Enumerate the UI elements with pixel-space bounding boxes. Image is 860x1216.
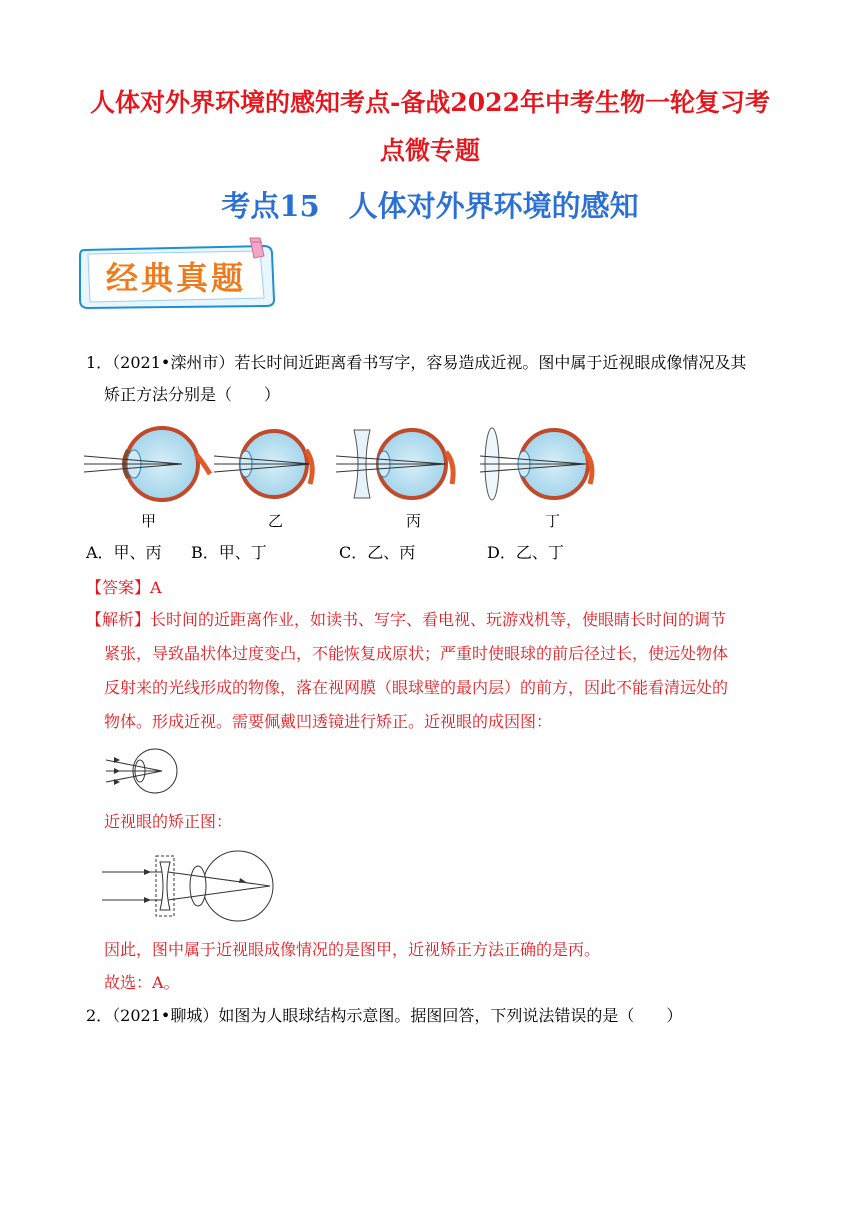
badge-text: 经典真题 <box>106 259 247 297</box>
eye-yi <box>214 431 312 497</box>
choice: 故选：A。 <box>104 973 180 992</box>
option-d: D．乙、丁 <box>487 543 564 562</box>
main-title-line1: 人体对外界环境的感知考点-备战2022年中考生物一轮复习考 <box>90 88 770 117</box>
answer-value: A <box>150 578 162 597</box>
eye-ding <box>480 428 592 500</box>
label-jia: 甲 <box>141 512 157 530</box>
main-title-line2: 点微专题 <box>379 136 480 165</box>
myopia-cause-diagram <box>100 746 180 796</box>
myopia-correction-diagram <box>100 848 280 922</box>
eye-jia <box>84 428 210 500</box>
analysis-line3: 反射来的光线形成的物像，落在视网膜（眼球壁的最内层）的前方，因此不能看清远处的 <box>104 678 729 697</box>
answer-label: 【答案】 <box>86 578 151 597</box>
analysis-line4: 物体。形成近视。需要佩戴凹透镜进行矫正。近视眼的成因图： <box>104 712 553 731</box>
conclusion: 因此，图中属于近视眼成像情况的是图甲，近视矫正方法正确的是丙。 <box>104 940 601 959</box>
label-bing: 丙 <box>406 512 422 530</box>
analysis-text-1: 长时间的近距离作业，如读书、写字、看电视、玩游戏机等，使眼睛长时间的调节 <box>150 610 727 629</box>
analysis-line1 <box>86 604 726 636</box>
option-a: A．甲、丙 <box>86 543 162 562</box>
label-yi: 乙 <box>268 512 284 530</box>
q1-line2: 矫正方法分别是（ ） <box>104 385 281 404</box>
q2-line1: 2．（2021•聊城）如图为人眼球结构示意图。据图回答，下列说法错误的是（ ） <box>86 1006 683 1025</box>
eye-bing <box>336 430 453 498</box>
answer-line <box>86 572 162 604</box>
option-c: C．乙、丙 <box>339 543 416 562</box>
correction-caption: 近视眼的矫正图： <box>104 812 233 831</box>
sub-title: 考点15 人体对外界环境的感知 <box>221 189 639 223</box>
option-b: B．甲、丁 <box>191 543 267 562</box>
eye-diagrams-figure <box>84 424 604 504</box>
q1-line1: 1．（2021•滦州市）若长时间近距离看书写字，容易造成近视。图中属于近视眼成像情况及其 <box>86 353 747 372</box>
analysis-label: 【解析】 <box>86 610 151 629</box>
classic-questions-badge <box>78 236 278 310</box>
analysis-line2: 紧张，导致晶状体过度变凸，不能恢复成原状；严重时使眼球的前后径过长，使远处物体 <box>104 644 729 663</box>
label-ding: 丁 <box>545 512 561 530</box>
